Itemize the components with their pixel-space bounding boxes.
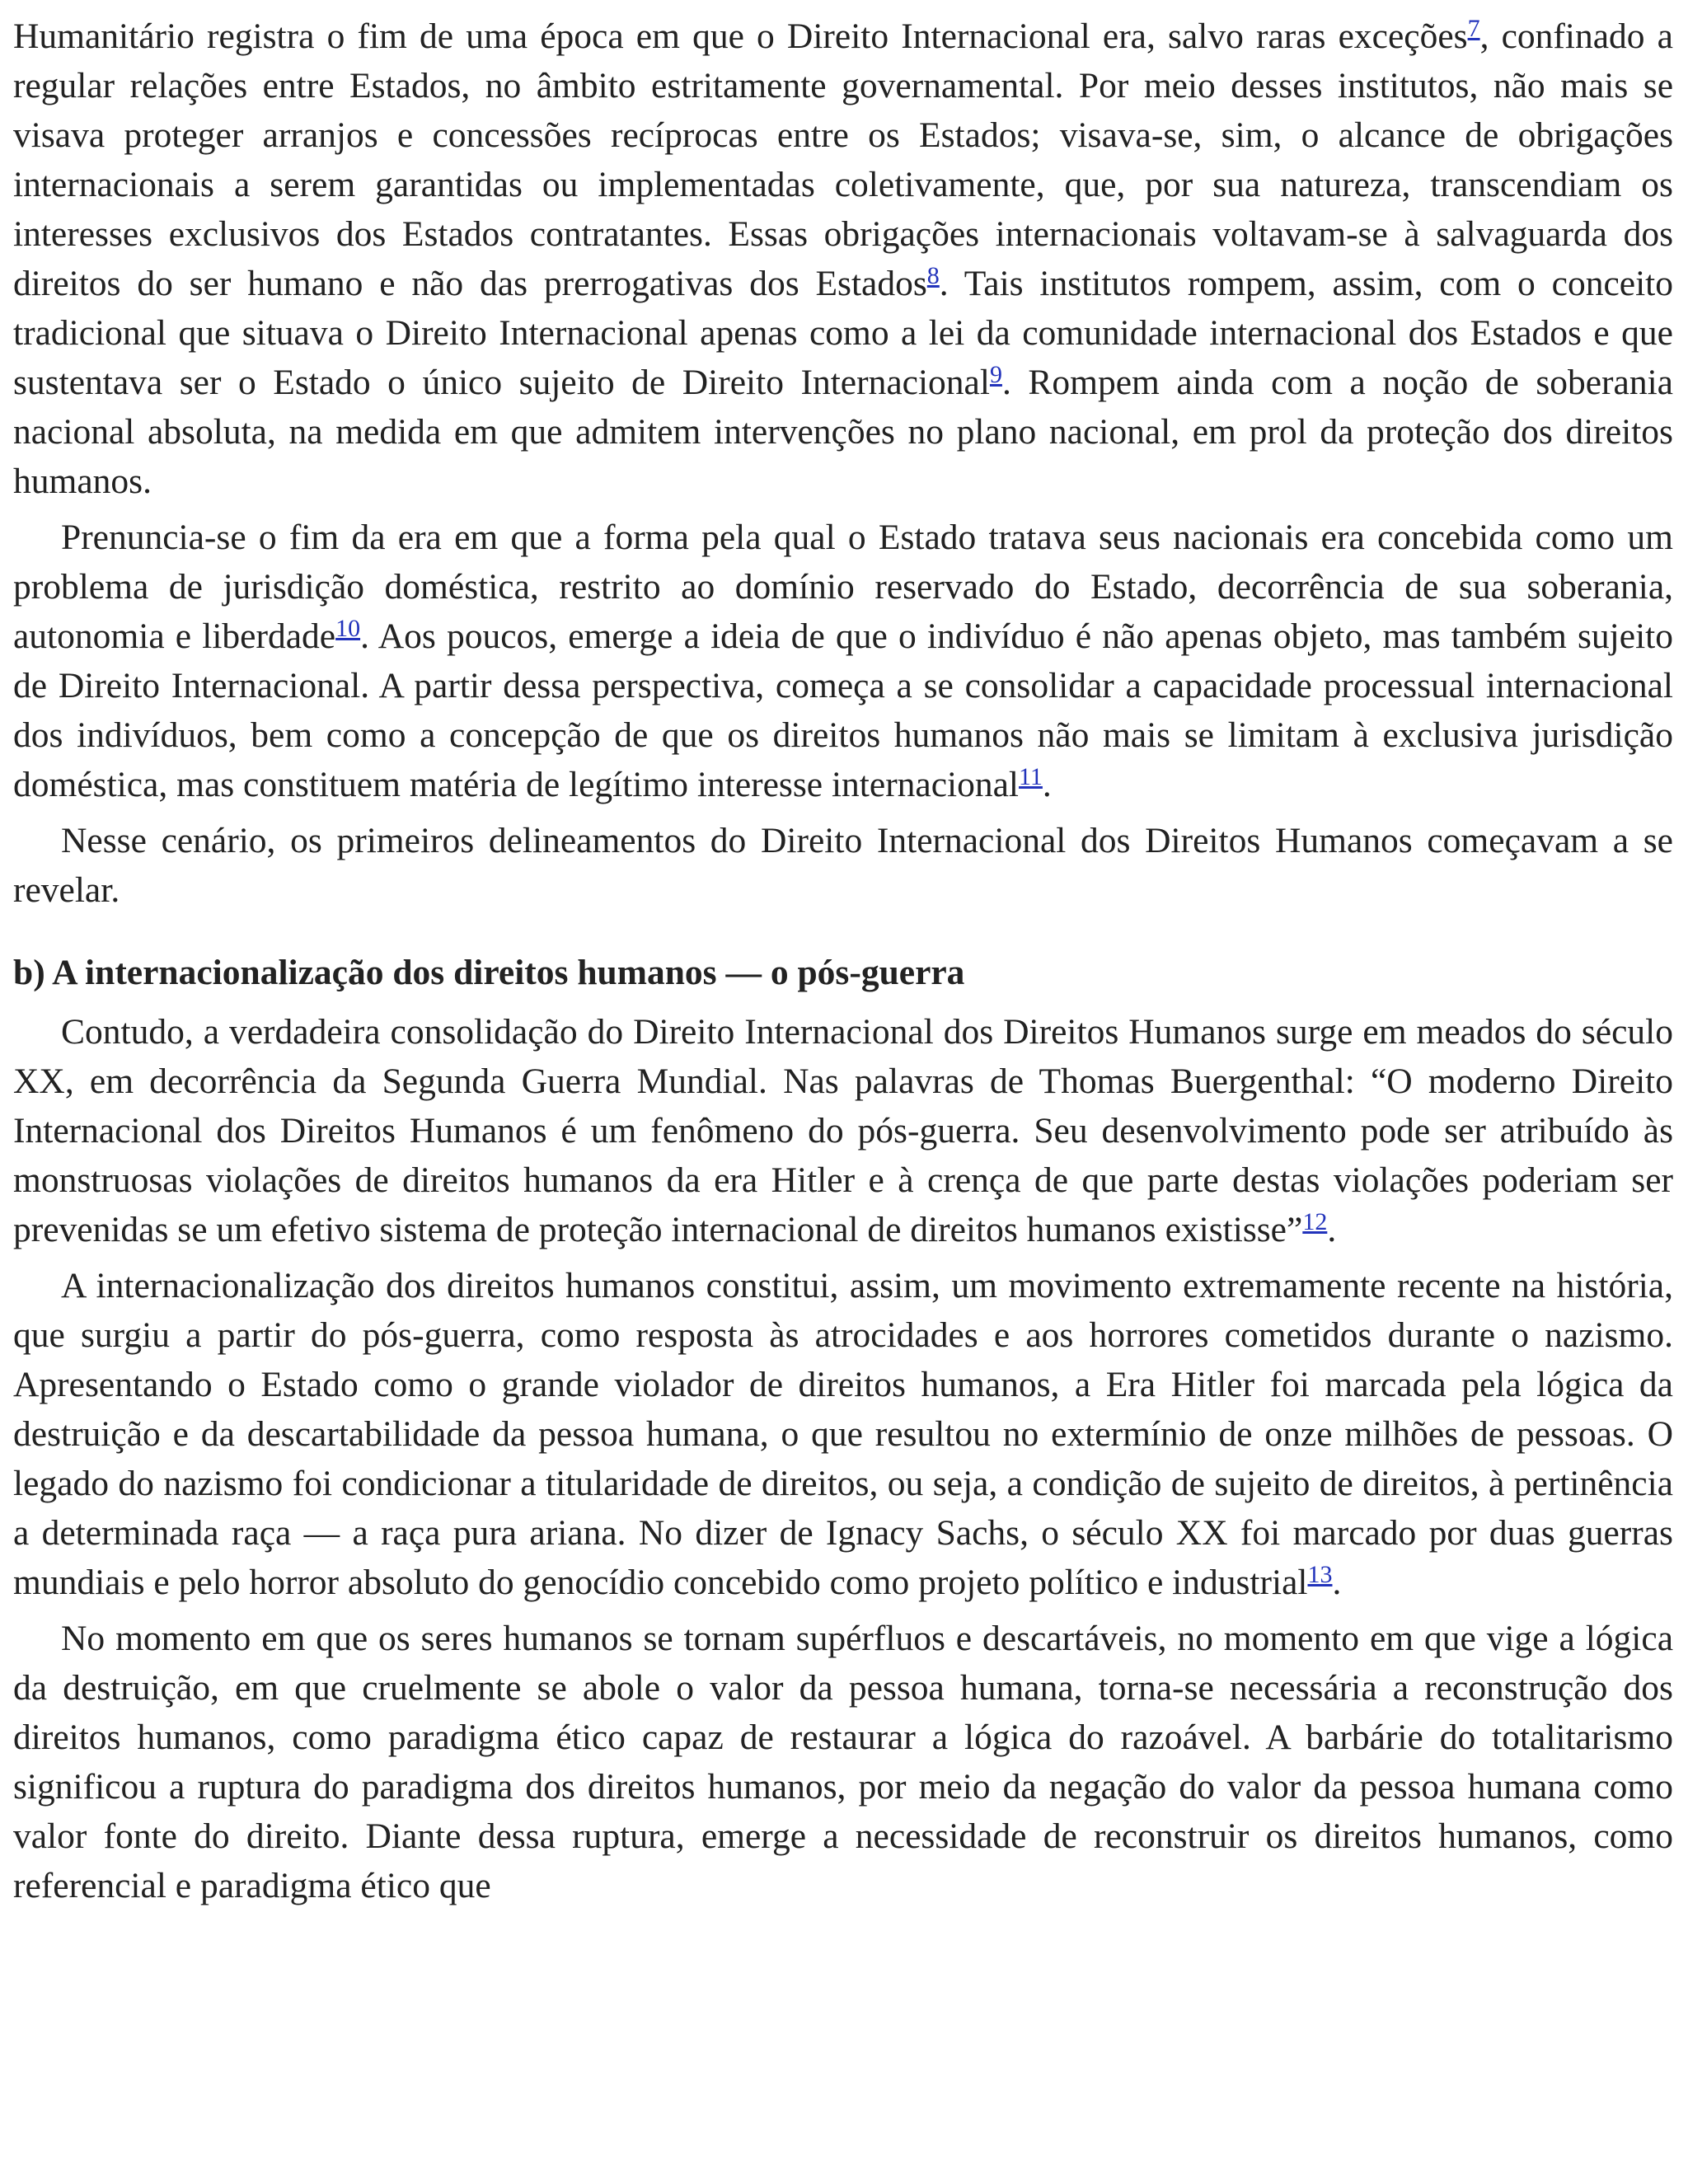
paragraph-text: . Tais institutos rompem, assim, com o conceito tradicional que situava o Direito Internacional apenas como a lei da comunidade internacional dos Estados e que sustentava ser o Estado o único sujeito de Direito Internacional (13, 264, 1673, 402)
paragraph-text: . (1327, 1210, 1337, 1249)
body-paragraph (13, 1007, 1673, 1254)
body-paragraph (13, 12, 1673, 506)
paragraph-text: . Rompem ainda com a noção de soberania nacional absoluta, na medida em que admitem intervenções no plano nacional, em prol da proteção dos direitos humanos. (13, 363, 1673, 501)
section-heading: b) A internacionalização dos direitos humanos — o pós-guerra (13, 953, 965, 992)
footnote-link[interactable]: 12 (1302, 1208, 1328, 1235)
body-paragraph (13, 1261, 1673, 1607)
paragraph-text: , confinado a regular relações entre Estados, no âmbito estritamente governamental. Por meio desses institutos, não mais se visava proteger arranjos e concessões recíprocas entre os Estados; visava-se, sim, o alcance de obrigações internacionais a serem garantidas ou implementadas coletivamente, que, por sua natureza, transcendiam os interesses exclusivos dos Estados contratantes. Essas obrigações internacionais voltavam-se à salvaguarda dos direitos do ser humano e não das prerrogativas dos Estados (13, 16, 1673, 303)
paragraph-text: Nesse cenário, os primeiros delineamentos do Direito Internacional dos Direitos Humanos começavam a se revelar. (13, 821, 1673, 910)
paragraph-text: Contudo, a verdadeira consolidação do Direito Internacional dos Direitos Humanos surge em meados do século XX, em decorrência da Segunda Guerra Mundial. Nas palavras de Thomas Buergenthal: “O moderno Direito Internacional dos Direitos Humanos é um fenômeno do pós-guerra. Seu desenvolvimento pode ser atribuído às monstruosas violações de direitos humanos da era Hitler e à crença de que parte destas violações poderiam ser prevenidas se um efetivo sistema de proteção internacional de direitos humanos existisse” (13, 1012, 1673, 1249)
footnote-link[interactable]: 8 (926, 262, 940, 289)
paragraph-text: . (1332, 1563, 1342, 1602)
paragraph-text: A internacionalização dos direitos humanos constitui, assim, um movimento extremamente recente na história, que surgiu a partir do pós-guerra, como resposta às atrocidades e aos horrores cometidos durante o nazismo. Apresentando o Estado como o grande violador de direitos humanos, a Era Hitler foi marcada pela lógica da destruição e da descartabilidade da pessoa humana, o que resultou no extermínio de onze milhões de pessoas. O legado do nazismo foi condicionar a titularidade de direitos, ou seja, a condição de sujeito de direitos, à pertinência a determinada raça — a raça pura ariana. No dizer de Ignacy Sachs, o século XX foi marcado por duas guerras mundiais e pelo horror absoluto do genocídio concebido como projeto político e industrial (13, 1266, 1673, 1602)
footnote-link[interactable]: 10 (335, 615, 361, 642)
paragraph-text: No momento em que os seres humanos se tornam supérfluos e descartáveis, no momento em que vige a lógica da destruição, em que cruelmente se abole o valor da pessoa humana, torna-se necessária a reconstrução dos direitos humanos, como paradigma ético capaz de restaurar a lógica do razoável. A barbárie do totalitarismo significou a ruptura do paradigma dos direitos humanos, por meio da negação do valor da pessoa humana como valor fonte do direito. Diante dessa ruptura, emerge a necessidade de reconstruir os direitos humanos, como referencial e paradigma ético que (13, 1619, 1673, 1905)
footnote-link[interactable]: 9 (989, 361, 1002, 388)
paragraphs-before-heading (13, 12, 1673, 915)
paragraph-text: Prenuncia-se o fim da era em que a forma pela qual o Estado tratava seus nacionais era concebida como um problema de jurisdição doméstica, restrito ao domínio reservado do Estado, decorrência de sua soberania, autonomia e liberdade (13, 518, 1673, 656)
paragraph-text: . Aos poucos, emerge a ideia de que o indivíduo é não apenas objeto, mas também sujeito de Direito Internacional. A partir dessa perspectiva, começa a se consolidar a capacidade processual internacional dos indivíduos, bem como a concepção de que os direitos humanos não mais se limitam à exclusiva jurisdição doméstica, mas constituem matéria de legítimo interesse internacional (13, 616, 1673, 804)
footnote-link[interactable]: 13 (1307, 1561, 1333, 1588)
paragraphs-after-heading (13, 1007, 1673, 1910)
body-paragraph (13, 513, 1673, 809)
footnote-link[interactable]: 11 (1019, 763, 1043, 790)
paragraph-text: Humanitário registra o fim de uma época em que o Direito Internacional era, salvo raras exceções (13, 16, 1468, 56)
paragraph-text: . (1042, 765, 1052, 804)
body-paragraph (13, 816, 1673, 915)
body-paragraph (13, 1614, 1673, 1910)
footnote-link[interactable]: 7 (1467, 15, 1480, 42)
